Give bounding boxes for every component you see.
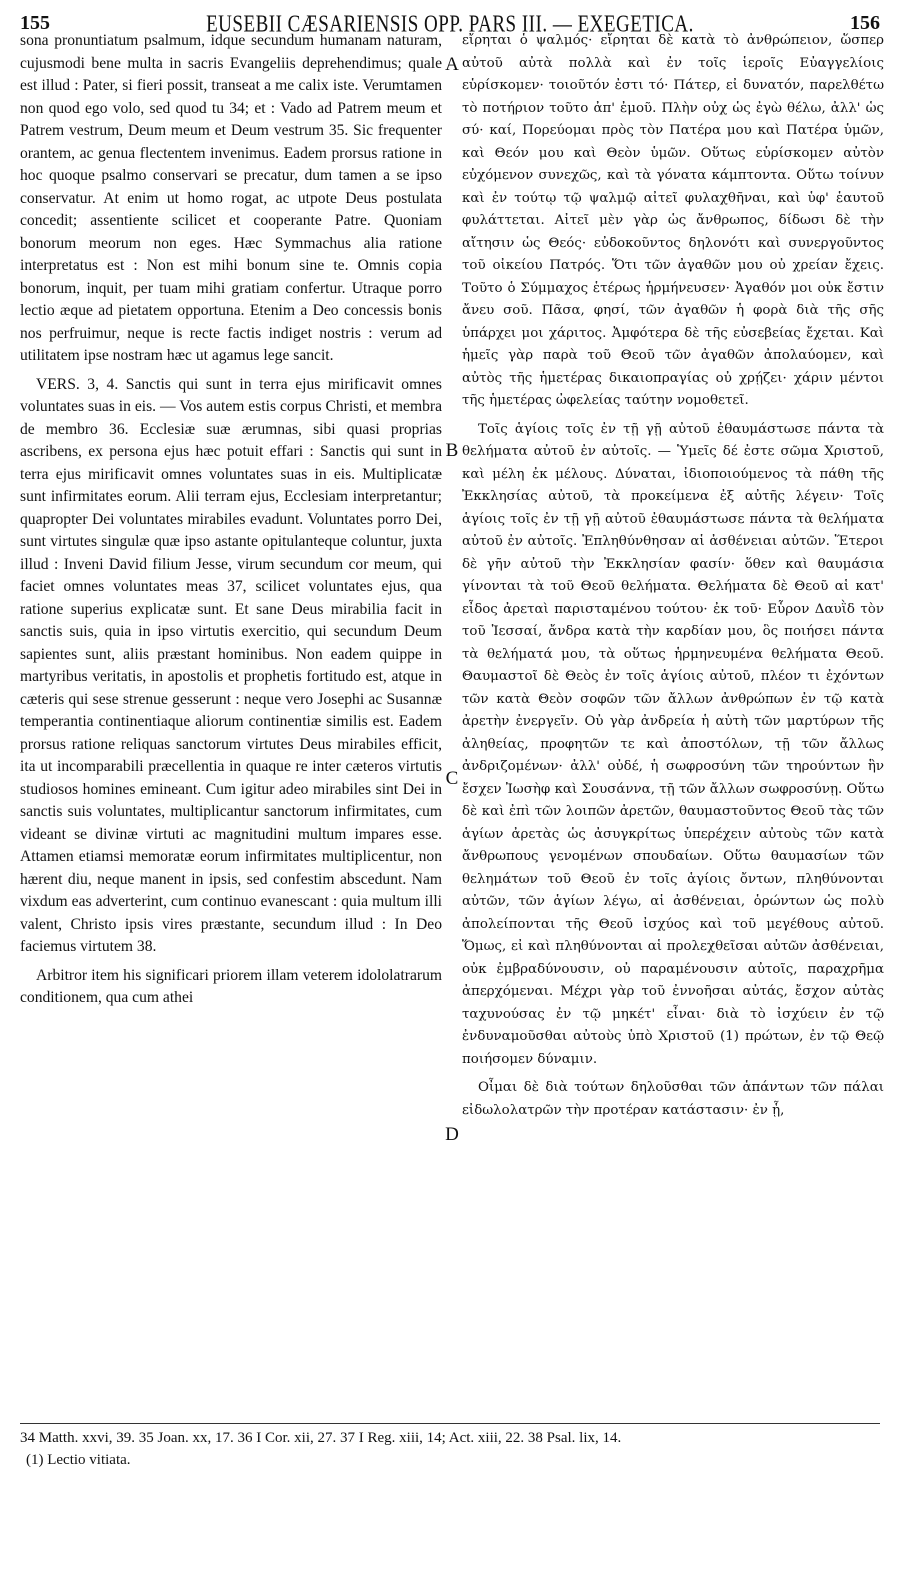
latin-column <box>20 30 442 1010</box>
section-marker-b: B <box>445 440 459 461</box>
greek-paragraph-3: Οἶμαι δὲ διὰ τούτων δηλοῦσθαι τῶν ἁπάντων τῶν πάλαι εἰδωλολατρῶν τὴν προτέραν κατάστασιν· ἐν ᾗ, <box>462 1080 884 1118</box>
footnote-rule <box>20 1423 880 1424</box>
greek-column <box>462 30 884 1122</box>
section-marker-a: A <box>445 54 459 75</box>
latin-paragraph-3: Arbitror item his significari priorem illam veterem idololatrarum conditionem, qua cum athei <box>20 966 442 1006</box>
editorial-note: (1) Lectio vitiata. <box>26 1452 131 1468</box>
section-marker-d: D <box>445 1124 459 1145</box>
running-title: EUSEBII CÆSARIENSIS OPP. PARS III. — EXEGETICA. <box>206 11 694 38</box>
page-number-right: 156 <box>850 12 880 34</box>
page-number-left: 155 <box>20 12 50 34</box>
latin-paragraph-2: VERS. 3, 4. Sanctis qui sunt in terra ejus mirificavit omnes voluntates suas in eis. — Vos autem estis corpus Christi, et membra de membro 36. Ecclesiæ suæ ærumnas, sibi quasi proprias ascribens, ex persona ejus hæc potuit effari : Sanctis qui sunt in terra ejus mirificavit omnes voluntates suas in eis. Multiplicatæ sunt infirmitates eorum. Alii terram ejus, Ecclesiam interpretantur; quapropter Dei voluntates mirabiles evadunt. Voluntates porro Dei, sunt virtutes singulæ quæ ipso astante opitulanteque coluntur, juxta illud : Inveni David filium Jesse, virum secundum cor meum, qui faciet omnes voluntates meas 37, scilicet voluntates ejus, qua ratione superius explicatæ sunt. Et sane Deus mirabilia facit in sanctis suis, quia in ipso virtutis exercitio, qui secundum Deum sapientes sunt, aliis præstant hominibus. Non eadem quippe in martyribus veritatis, in apostolis et prophetis fortitudo est, atque in cæteris qui sese strenue gesserunt : neque vero Josephi ac Susannæ temperantia continentiaque aliorum continentiæ similis est. Eadem prorsus ratione reliquas sanctorum virtutes Deus mirabiles efficit, ita ut incomparabili præcellentia in quaque re inter cæteros virtutis studiosos homines emineant. Cum igitur adeo mirabiles sint Dei in sanctis suis voluntates, multiplicantur sanctorum infirmitates, cum videant se divinæ virtuti ac magnitudini multum impares esse. Attamen etiamsi memoratæ eorum infirmitates multiplicentur, non hærent diu, neque manent in ipsis, sed confestim abscedunt. Nam vixdum eas adverterint, cum continuo evanescant : quia multum illi valent, Christo ipsis vires præstante, secundum illud : In Deo faciemus virtutem 38. <box>20 375 442 955</box>
footnotes <box>20 1428 880 1470</box>
scripture-references: 34 Matth. xxvi, 39. 35 Joan. xx, 17. 36 I Cor. xii, 27. 37 I Reg. xiii, 14; Act. xiii, 22. 38 Psal. lix, 14. <box>20 1430 622 1446</box>
section-marker-c: C <box>445 768 459 789</box>
greek-paragraph-2: Τοῖς ἁγίοις τοῖς ἐν τῇ γῇ αὐτοῦ ἐθαυμάστωσε πάντα τὰ θελήματα αὐτοῦ ἐν αὐτοῖς. — Ὑμεῖς δέ ἐστε σῶμα Χριστοῦ, καὶ μέλη ἐκ μέλους. Δύναται, ἰδιοποιούμενος τὰ πάθη τῆς Ἐκκλησίας αὐτοῦ, τὰ προκείμενα ἐξ αὐτῆς λέγειν· Τοῖς ἁγίοις τοῖς ἐν τῇ γῇ αὐτοῦ ἐθαυμάστωσε πάντα τὰ θελήματα αὐτοῦ ἐν αὐτοῖς. Ἐπληθύνθησαν αἱ ἀσθένειαι αὐτῶν. Ἕτεροι δὲ γῆν αὐτοῦ τὴν Ἐκκλησίαν φασίν· ὅθεν καὶ θαυμάσια γίνονται τὰ τοῦ Θεοῦ θελήματα. Θελήματα δὲ Θεοῦ αἱ κατ' εἶδος ἀρεταὶ παρισταμένου τούτου· ἐκ τοῦ· Εὗρον Δαυῒδ τὸν τοῦ Ἰεσσαί, ἄνδρα κατὰ τὴν καρδίαν μου, ὃς ποιήσει πάντα τὰ θελήματά μου, τὰ οὕτως ἡρμηνευμένα θελήματα Θεοῦ. Θαυμαστοῖ δὲ Θεὸς ἐν τοῖς ἁγίοις αὐτοῦ, πλέον τι ἐχόντων τῶν κατὰ Θεὸν σοφῶν τῶν ἄλλων ἀνθρώπων ἐν τῷ κατὰ ἀρετὴν ἐνεργεῖν. Οὐ γὰρ ἀνδρεία ἡ αὐτὴ τῶν μαρτύρων τῆς ἀληθείας, προφητῶν τε καὶ ἀποστόλων, τῇ τῶν ἄλλως ἀνδριζομένων· ἀλλ' οὐδέ, ἡ σωφροσύνη τῶν τηρούντων ἣν ἔσχεν Ἰωσὴφ καὶ Σουσάννα, τῇ τῶν ἄλλων σωφροσύνῃ. Οὕτω δὲ καὶ ἐπὶ τῶν λοιπῶν ἀρετῶν, θαυμαστοῦντος Θεοῦ τὰς τῶν ἁγίων ἀρετὰς ὡς ἀσυγκρίτως ὑπερέχειν αὐτοὺς τῶν κατὰ ἄνθρωπους γενομένων σπουδαίων. Οὕτω θαυμασίων τῶν θελημάτων τοῦ Θεοῦ ἐν τοῖς ἁγίοις ὄντων, πληθύνονται αὐτῶν, τῶν ἁγίων λέγω, αἱ ἀσθένειαι, ὁρώντων ὡς πολὺ ἀπολείπονται τῆς Θεοῦ ἰσχύος καὶ τοῦ μεγέθους αὐτοῦ. Ὅμως, εἰ καὶ πληθύνονται αἱ προλεχθεῖσαι αὐτῶν ἀσθένειαι, οὐκ ἐμβραδύνουσιν, οὐ παραμένουσιν αὐτοῖς, παραχρῆμα ἀπερχόμεναι. Μέχρι γὰρ τοῦ ἐννοῆσαι αὐτάς, ἔσχον αὐτὰς ταχυνούσας ἐν τῷ μηκέτ' εἶναι· διὰ τὸ ἰσχύειν ἐν τῷ ἐνδυναμοῦσθαι αὐτοὺς ὑπὸ Χριστοῦ (1) πρώτων, ἐν τῷ Θεῷ ποιήσομεν δύναμιν. <box>462 421 884 1067</box>
greek-paragraph-1: εἴρηται ὁ ψαλμός· εἴρηται δὲ κατὰ τὸ ἀνθρώπειον, ὥσπερ αὐτοῦ αὐτὰ πολλὰ καὶ ἐν τοῖς ἱεροῖς Εὐαγγελίοις εὑρίσκομεν· τοιοῦτόν ἐστι τό· Πάτερ, εἰ δυνατόν, παρελθέτω τὸ ποτήριον τοῦτο ἀπ' ἐμοῦ. Πλὴν οὐχ ὡς ἐγὼ θέλω, ἀλλ' ὡς σύ· καί, Πορεύομαι πρὸς τὸν Πατέρα μου καὶ Πατέρα ὑμῶν, καὶ Θεόν μου καὶ Θεὸν ὑμῶν. Οὕτως εὑρίσκομεν αὐτὸν εὐχόμενον συνεχῶς, καὶ τὰ γόνατα κάμπτοντα. Οὕτω τοίνυν καὶ ἐν τούτῳ τῷ ψαλμῷ αἰτεῖ φυλαχθῆναι, καὶ ὑφ' ἑαυτοῦ φυλάττεται. Αἰτεῖ μὲν γὰρ ὡς ἄνθρωπος, δίδωσι δὲ τὴν αἴτησιν ὡς Θεός· εὐδοκοῦντος δηλονότι καὶ συνεργοῦντος τοῦ οἰκείου Πατρός. Ὅτι τῶν ἀγαθῶν μου οὐ χρείαν ἔχεις. Τοῦτο ὁ Σύμμαχος ἑτέρως ἡρμήνευσεν· Ἀγαθόν μοι οὐκ ἔστιν ἄνευ σοῦ. Πᾶσα, φησί, τῶν ἀγαθῶν ἡ φορὰ διὰ τῆς σῆς ὑπάρχει μοι χάριτος. Ἀμφότερα δὲ τῆς εὐσεβείας ἔχεται. Καὶ ἡμεῖς γὰρ παρὰ τοῦ Θεοῦ τῶν ἀγαθῶν ἀπολαύομεν, καὶ αὐτὸς τῆς ἡμετέρας δικαιοπραγίας οὐ χρῄζει· χάριν μέντοι τῆς ἡμετέρας ὠφελείας ταύτην νομοθετεῖ. <box>462 33 884 408</box>
latin-paragraph-1: sona pronuntiatum psalmum, idque secundum humanam naturam, cujusmodi bene multa in sacris Evangeliis deprehendimus; quale est illud : Pater, si fieri possit, transeat a me calix iste. Verumtamen non quod ego volo, sed quod tu 34; et : Vado ad Patrem meum et Patrem vestrum, Deum meum et Deum vestrum 35. Sic frequenter orantem, ac genua flectentem invenimus. Eadem prorsus ratione in hoc quoque psalmo conservari se precatur, dum tamen a se ipso conservatur. At enim ut homo rogat, ac utpote Deus postulata concedit; assentiente scilicet et cooperante Patre. Quoniam bonorum meorum non eges. Hæc Symmachus alia ratione interpretatus est : Non est mihi bonum sine te. Omnis copia bonorum, inquit, per tuam mihi gratiam confertur. Utraque porro lectio æque ad pietatem opportuna. Etenim a Deo concessis bonis nos perfruimur, neque is recte factis indiget nostris : verum ad utilitatem ipse nostram hæc ut agamus lege sancit. <box>20 32 442 364</box>
